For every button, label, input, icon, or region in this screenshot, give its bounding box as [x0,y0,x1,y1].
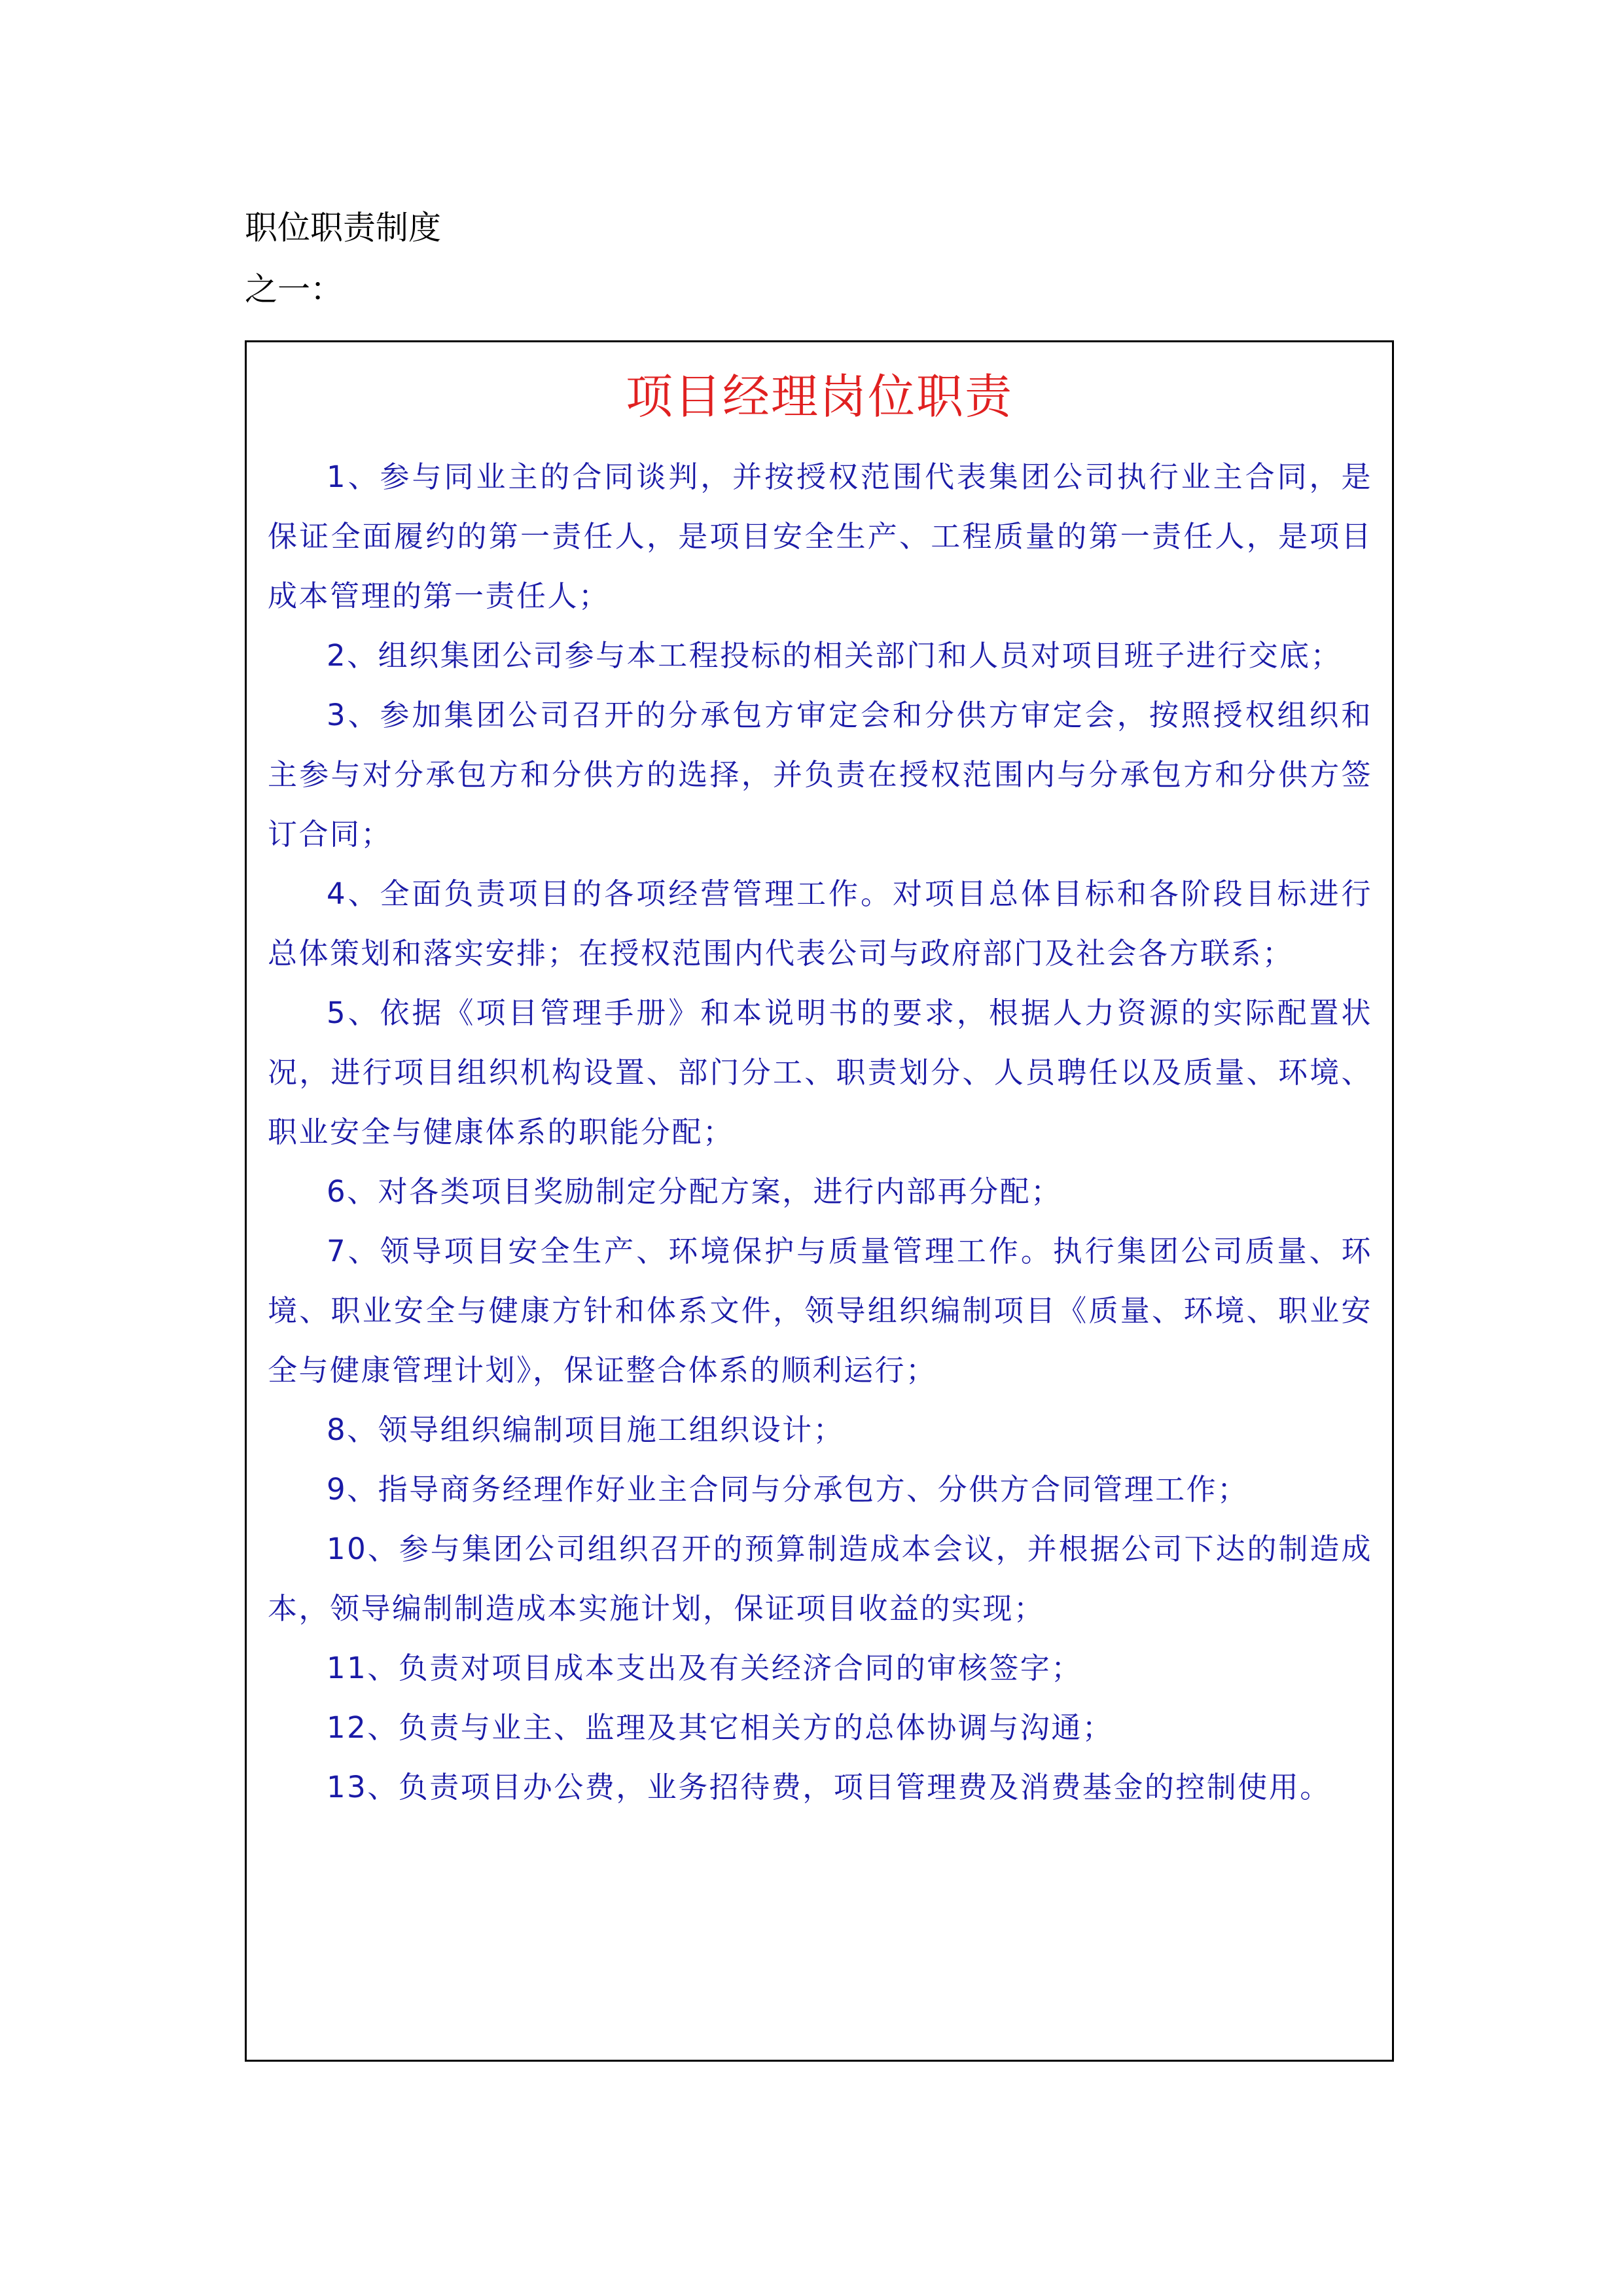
duty-box [245,340,1394,2062]
duty-item-6: 6、对各类项目奖励制定分配方案，进行内部再分配； [327,1174,1062,1209]
duty-item-5: 5、依据《项目管理手册》和本说明书的要求，根据人力资源的实际配置状况，进行项目组织机构设置、部门分工、职责划分、人员聘任以及质量、环境、职业安全与健康体系的职能分配； [268,996,1372,1149]
document-heading: 职位职责制度 [245,209,441,247]
duty-item-7: 7、领导项目安全生产、环境保护与质量管理工作。执行集团公司质量、环境、职业安全与健康方针和体系文件，领导组织编制项目《质量、环境、职业安全与健康管理计划》，保证整合体系的顺利运行； [268,1234,1372,1388]
document-subheading: 之一： [245,270,343,308]
duty-item-8: 8、领导组织编制项目施工组织设计； [327,1412,845,1447]
duty-item-11: 11、负责对项目成本支出及有关经济合同的审核签字； [327,1651,1082,1685]
duty-list [268,447,1372,1817]
duty-item-13: 13、负责项目办公费，业务招待费，项目管理费及消费基金的控制使用。 [327,1770,1331,1804]
duty-item-2: 2、组织集团公司参与本工程投标的相关部门和人员对项目班子进行交底； [327,638,1342,673]
duty-item-12: 12、负责与业主、监理及其它相关方的总体协调与沟通； [327,1710,1114,1745]
box-title: 项目经理岗位职责 [625,369,1013,424]
duty-item-3: 3、参加集团公司召开的分承包方审定会和分供方审定会，按照授权组织和主参与对分承包方和分供方的选择，并负责在授权范围内与分承包方和分供方签订合同； [268,698,1372,852]
duty-item-4: 4、全面负责项目的各项经营管理工作。对项目总体目标和各阶段目标进行总体策划和落实安排；在授权范围内代表公司与政府部门及社会各方联系； [268,876,1372,971]
duty-item-1: 1、参与同业主的合同谈判，并按授权范围代表集团公司执行业主合同，是保证全面履约的第一责任人，是项目安全生产、工程质量的第一责任人，是项目成本管理的第一责任人； [268,459,1372,613]
duty-item-9: 9、指导商务经理作好业主合同与分承包方、分供方合同管理工作； [327,1472,1249,1507]
duty-item-10: 10、参与集团公司组织召开的预算制造成本会议，并根据公司下达的制造成本，领导编制制造成本实施计划，保证项目收益的实现； [268,1532,1372,1626]
